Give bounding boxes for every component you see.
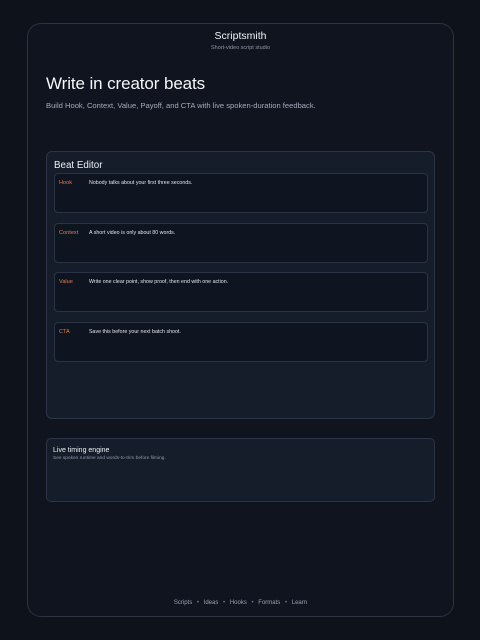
beat-text[interactable]: A short video is only about 80 words. — [89, 230, 176, 236]
beat-value-field[interactable] — [54, 272, 428, 312]
timing-engine-card — [46, 438, 435, 502]
beat-editor-title: Beat Editor — [54, 160, 103, 171]
beat-label: Context — [59, 230, 79, 236]
nav-separator: • — [223, 600, 226, 606]
beat-label: Value — [59, 279, 73, 285]
app-header — [28, 30, 453, 52]
nav-separator: • — [251, 600, 254, 606]
beat-cta-field[interactable] — [54, 322, 428, 362]
timing-engine-title: Live timing engine — [53, 447, 110, 454]
hero-title: Write in creator beats — [46, 74, 206, 93]
nav-link-hooks[interactable]: Hooks — [229, 600, 247, 606]
beat-label: Hook — [59, 180, 73, 186]
nav-separator: • — [196, 600, 199, 606]
beat-context-field[interactable] — [54, 223, 428, 263]
footer-nav — [28, 599, 453, 608]
timing-engine-description: See spoken runtime and words-to-trim before filming. — [53, 456, 166, 461]
beat-text[interactable]: Save this before your next batch shoot. — [89, 329, 181, 335]
beat-hook-field[interactable] — [54, 173, 428, 213]
nav-link-learn[interactable]: Learn — [291, 600, 308, 606]
brand-name[interactable]: Scriptsmith — [214, 30, 267, 42]
beat-text[interactable]: Write one clear point, show proof, then end with one action. — [89, 279, 229, 285]
nav-link-ideas[interactable]: Ideas — [203, 600, 219, 606]
nav-link-scripts[interactable]: Scripts — [173, 600, 193, 606]
brand-tagline: Short-video script studio — [211, 45, 270, 51]
nav-separator: • — [284, 600, 288, 606]
hero-section — [46, 73, 436, 111]
app-frame — [27, 23, 454, 617]
beat-editor-card — [46, 151, 435, 419]
nav-link-formats[interactable]: Formats — [258, 600, 281, 606]
beat-text[interactable]: Nobody talks about your first three seconds. — [89, 180, 193, 186]
beat-label: CTA — [59, 329, 70, 335]
hero-subtitle: Build Hook, Context, Value, Payoff, and CTA with live spoken-duration feedback. — [46, 101, 316, 110]
